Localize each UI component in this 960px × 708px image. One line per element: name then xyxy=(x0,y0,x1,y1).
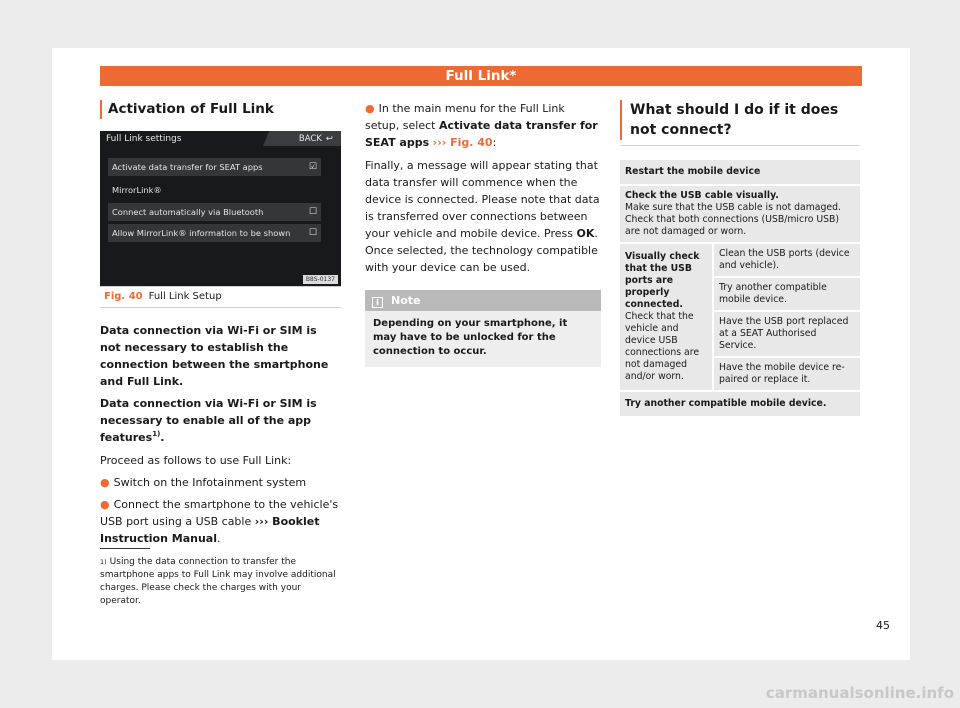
infotainment-screen xyxy=(100,131,341,286)
row-label: Connect automatically via Bluetooth xyxy=(112,207,264,217)
bullet-dot-icon: ● xyxy=(100,476,110,489)
table-cell: Have the USB port replaced at a SEAT Authorised Service. xyxy=(714,312,860,356)
para-necessary xyxy=(100,395,341,446)
title-divider xyxy=(620,145,860,146)
screen-row-mirrorlink[interactable] xyxy=(108,181,321,199)
info-icon: i xyxy=(372,297,383,308)
left-column xyxy=(100,100,341,547)
bullet-switch-on xyxy=(100,474,341,491)
cell-text: Check that the vehicle and device USB connections are not damaged and/or worn. xyxy=(625,311,700,382)
table-row xyxy=(620,160,860,184)
row-label: MirrorLink® xyxy=(112,185,162,195)
screen-row-bluetooth[interactable] xyxy=(108,203,321,221)
table-cell: Try another compatible mobile device. xyxy=(714,278,860,310)
row-text: Make sure that the USB cable is not damaged. Check that both connections (USB/micro USB) are not damaged or worn. xyxy=(625,202,841,237)
image-code: B8S-0137 xyxy=(303,275,338,284)
troubleshoot-table xyxy=(620,160,860,416)
para-necessary-text: Data connection via Wi-Fi or SIM is necessary to enable all of the app features xyxy=(100,397,317,444)
menu-option-bold: Activate data transfer for SEAT apps xyxy=(365,119,598,149)
table-row xyxy=(620,392,860,416)
bullet-text: Switch on the Infotainment system xyxy=(113,476,307,489)
troubleshoot-title: What should I do if it does not connect? xyxy=(620,100,860,140)
note-title: Note xyxy=(391,294,421,307)
footnote-divider xyxy=(100,548,150,549)
table-row-split xyxy=(620,244,860,390)
note-box xyxy=(365,290,601,367)
row-title: Check the USB cable visually. xyxy=(625,190,779,201)
para-proceed: Proceed as follows to use Full Link: xyxy=(100,454,292,467)
watermark: carmanualsonline.info xyxy=(765,684,954,702)
back-arrow-icon: ↩ xyxy=(325,134,333,144)
bullet-connect xyxy=(100,496,341,547)
checkbox-unchecked-icon[interactable]: ☐ xyxy=(308,228,317,238)
screen-title: Full Link settings xyxy=(106,134,182,144)
figure-number: Fig. 40 xyxy=(104,291,143,302)
footnote-text: Using the data connection to transfer the smartphone apps to Full Link may involve additional charges. Please check the charges with your operator. xyxy=(100,557,336,606)
section-title: Activation of Full Link xyxy=(100,100,341,119)
back-button[interactable] xyxy=(299,134,333,144)
footnote-number: 1) xyxy=(100,558,107,566)
row-label: Allow MirrorLink® information to be shown xyxy=(112,228,291,238)
footnote-ref: 1) xyxy=(152,430,161,438)
booklet-link[interactable]: ››› Booklet Instruction Manual xyxy=(100,515,320,545)
para-not-necessary: Data connection via Wi-Fi or SIM is not necessary to establish the connection between the smartphone and Full Link. xyxy=(100,324,329,388)
bullet-dot-icon: ● xyxy=(365,102,375,115)
caption-text: Full Link Setup xyxy=(148,291,222,302)
page-number: 45 xyxy=(876,619,890,632)
table-cell-right-group xyxy=(714,244,860,390)
figure-caption xyxy=(100,286,341,308)
footnote xyxy=(100,556,340,608)
row-text: Try another compatible mobile device. xyxy=(625,398,827,409)
bullet-text: In the main menu for the Full Link setup, select xyxy=(365,102,565,132)
manual-page xyxy=(52,48,910,660)
para-text: Finally, a message will appear stating that data transfer will commence when the device is connected. Please note that data is transferred over connections between your vehicle and mobile device. Press xyxy=(365,159,600,240)
para-text-end: . Once selected, the technology compatible with your device can be used. xyxy=(365,227,598,274)
table-cell: Have the mobile device re-paired or replace it. xyxy=(714,358,860,390)
checkbox-unchecked-icon[interactable]: ☐ xyxy=(308,207,317,217)
screen-row-allow-info[interactable] xyxy=(108,224,321,242)
fig-40-link[interactable]: ››› Fig. 40 xyxy=(432,136,493,149)
bullet-dot-icon: ● xyxy=(100,498,110,511)
table-row xyxy=(620,186,860,242)
figure-40 xyxy=(100,131,341,308)
note-body: Depending on your smartphone, it may have to be unlocked for the connection to occur. xyxy=(373,318,568,357)
bullet-end: : xyxy=(492,136,497,149)
bullet-main-menu xyxy=(365,100,601,151)
chapter-header: Full Link* xyxy=(100,66,862,86)
back-label: BACK xyxy=(298,134,322,144)
bullet-text: Connect the smartphone to the vehicle's USB port using a USB cable xyxy=(100,498,339,528)
cell-title: Visually check that the USB ports are properly connected. xyxy=(625,251,700,310)
para-necessary-end: . xyxy=(160,431,165,444)
checkbox-checked-icon[interactable]: ☑ xyxy=(308,162,317,172)
para-finally xyxy=(365,157,601,276)
note-header xyxy=(365,290,601,311)
table-cell: Clean the USB ports (device and vehicle). xyxy=(714,244,860,276)
row-label: Activate data transfer for SEAT apps xyxy=(112,162,263,172)
screen-row-activate-data[interactable] xyxy=(108,158,321,176)
row-text: Restart the mobile device xyxy=(625,166,761,177)
right-column xyxy=(620,100,860,418)
bullet-end: . xyxy=(216,532,221,545)
middle-column xyxy=(365,100,601,367)
table-cell-left xyxy=(620,244,712,390)
ok-label: OK xyxy=(576,227,595,240)
